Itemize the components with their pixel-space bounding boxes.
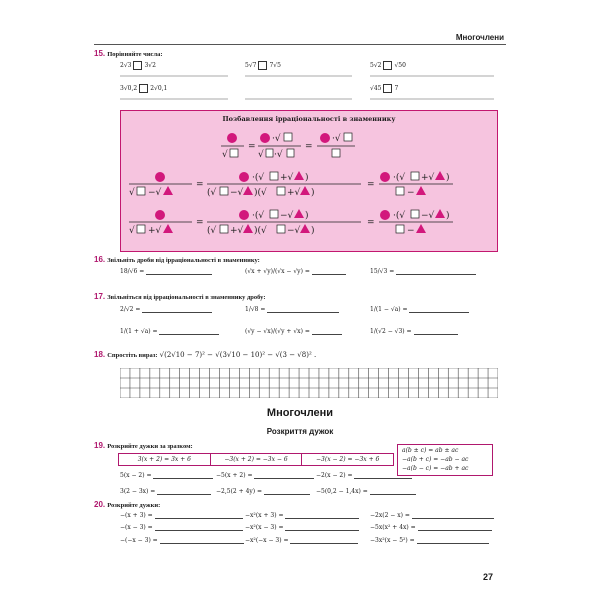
page-number: 27 [483,572,494,582]
task20-r3c1: −(−x − 3) = [120,537,244,544]
example-2: −3(x + 2) = −3x − 6 [211,454,303,465]
task19-r2c2: −2,5(2 + 4y) = [216,488,310,495]
task17-item-1: 2/√2 = [120,306,212,313]
task20-r3c3: −3x²(x − 5²) = [370,537,489,544]
task18-heading: 18. Спростіть вираз: √(2√10 − 7)² − √(3√10 − 10)² − √(3 − √8)² . [94,350,317,359]
task15-number: 15. [94,49,106,58]
svg-text:·(√: ·(√ [252,173,265,183]
svg-text:): ) [305,173,309,183]
svg-text:·√: ·√ [272,134,281,144]
svg-text:−√: −√ [421,211,435,221]
svg-text:−: − [407,226,415,236]
svg-text:): ) [446,173,450,183]
section-title: Многочлени [266,407,334,419]
task17-heading: 17. Звільніться від ірраціональності в знаменнику дробу: [94,292,266,301]
task15-row-1: 2√3 3√2 [120,62,156,69]
task15-text: Порівняйте числа: [107,51,163,58]
task16-heading: 16. Звільніть дроби від ірраціональності в знаменнику: [94,255,260,264]
task15-row-4: 3√0,2 2√0,1 [120,85,168,92]
task20-r2c3: −5x(x² + 4x) = [370,524,492,531]
section-subtitle: Розкриття дужок [266,427,334,436]
svg-text:)(√: )(√ [254,188,267,198]
svg-text:−√: −√ [230,188,244,198]
svg-text:): ) [446,211,450,221]
svg-text:−√: −√ [148,188,162,198]
rules-box: a(b ± c) = ab ± ac −a(b + c) = −ab − ac −a(b − c) = −ab + ac [397,444,493,476]
svg-text:+√: +√ [287,188,301,198]
svg-text:·(√: ·(√ [252,211,265,221]
svg-text:): ) [311,226,315,236]
examples-table [118,453,394,466]
svg-text:√: √ [129,226,135,236]
svg-text:−√: −√ [280,211,294,221]
rationalizing-rule-box [120,110,498,252]
svg-text:·√: ·√ [332,134,341,144]
task20-r2c2: −x²(x − 3) = [245,524,359,531]
example-1: 3(x + 2) = 3x + 6 [119,454,211,465]
task15-row-5: √45 7 [370,85,399,92]
svg-text:·(√: ·(√ [393,211,406,221]
task16-item-3: 15/√3 = [370,268,476,275]
task19-heading: 19. Розкрийте дужки за зразком: [94,441,193,450]
rule-box-title: Позбавлення ірраціональності в знаменнику [222,115,396,123]
header-title: Многочлени [455,33,504,42]
task15-row-2: 5√7 7√5 [245,62,281,69]
svg-text:(√: (√ [207,188,217,198]
task20-r2c1: −(x − 3) = [120,524,243,531]
task20-r1c3: −2x(2 − x) = [370,512,494,519]
svg-text:+√: +√ [148,226,162,236]
svg-text:√: √ [258,150,264,160]
task17-item-6: 1/(√2 − √3) = [370,328,458,335]
task17-item-3: 1/(1 − √a) = [370,306,469,313]
svg-text:−: − [407,188,415,198]
task17-item-2: 1/√8 = [245,306,339,313]
svg-text:√: √ [222,150,228,160]
svg-text:): ) [305,211,309,221]
task20-r1c2: −x²(x + 3) = [245,512,359,519]
svg-text:√: √ [129,188,135,198]
example-3: −3(x − 2) = −3x + 6 [316,456,380,463]
svg-text:=: = [196,180,204,190]
svg-text:=: = [305,142,313,152]
task17-item-5: (√y − √x)/(√y + √x) = [245,328,342,335]
svg-text:+√: +√ [280,173,294,183]
svg-text:=: = [196,218,204,228]
svg-text:=: = [367,180,375,190]
answer-grid[interactable] [120,368,498,398]
task19-r2c3: −5(0,2 − 1,4x) = [316,488,416,495]
svg-text:+√: +√ [421,173,435,183]
task19-r1c1: 5(x − 2) = [120,472,213,479]
task20-r1c1: −(x + 3) = [120,512,243,519]
svg-text:·(√: ·(√ [393,173,406,183]
svg-text:)(√: )(√ [254,226,267,236]
svg-text:−√: −√ [287,226,301,236]
task20-heading: 20. Розкрийте дужки: [94,500,161,509]
task15-answer-lines [0,0,600,110]
svg-text:=: = [248,142,256,152]
svg-text:·√: ·√ [274,150,283,160]
task19-r1c2: −5(x + 2) = [216,472,314,479]
rule-formulas [121,111,497,251]
task17-item-4: 1/(1 + √a) = [120,328,219,335]
task15-row-3: 5√2 √50 [370,62,406,69]
task18-expression: √(2√10 − 7)² − √(3√10 − 10)² − √(3 − √8)² . [159,351,317,359]
svg-text:): ) [311,188,315,198]
svg-text:(√: (√ [207,226,217,236]
task16-item-2: (√x + √y)/(√x − √y) = [245,268,346,275]
svg-text:=: = [367,218,375,228]
task19-r2c1: 3(2 − 3x) = [120,488,211,495]
svg-text:+√: +√ [230,226,244,236]
task20-r3c2: −x²(−x − 3) = [245,537,358,544]
task19-r1c3: −2(x − 2) = [316,472,412,479]
task16-item-1: 18/√6 = [120,268,212,275]
